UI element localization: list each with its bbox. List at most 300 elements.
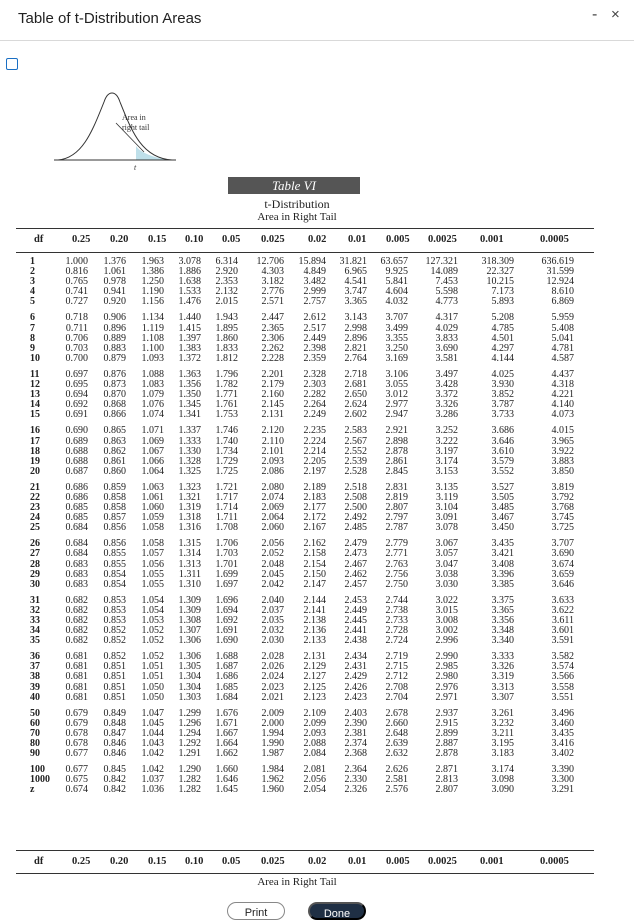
value-cell: 2.015 [215, 296, 238, 308]
value-cell: 3.566 [551, 671, 574, 683]
value-cell: 2.028 [261, 651, 284, 663]
df-cell: 70 [30, 727, 40, 739]
row-group [30, 596, 60, 646]
value-cell: 6.965 [344, 266, 367, 278]
value-cell: 5.208 [491, 312, 514, 324]
value-cell: 4.604 [385, 286, 408, 298]
footer-area-3: 0.10 [185, 856, 204, 867]
value-cell: 0.718 [65, 312, 88, 324]
value-cell: 0.853 [103, 604, 126, 616]
value-cell: 3.104 [435, 502, 458, 514]
value-cell: 1.036 [141, 784, 164, 796]
value-cell: 3.326 [491, 661, 514, 673]
value-cell: 1.533 [178, 286, 201, 298]
value-cell: 1.711 [215, 512, 238, 524]
value-cell: 2.921 [385, 425, 408, 437]
row-group [98, 709, 126, 759]
value-cell: 4.317 [435, 312, 458, 324]
value-cell: 2.757 [303, 296, 326, 308]
value-cell: 3.467 [491, 512, 514, 524]
value-cell: 2.136 [303, 625, 326, 637]
value-cell: 1.067 [141, 445, 164, 457]
value-cell: 2.581 [385, 774, 408, 786]
done-button[interactable]: Done [308, 902, 366, 920]
value-cell: 4.015 [551, 425, 574, 437]
df-cell: 28 [30, 558, 40, 570]
value-cell: 4.025 [491, 368, 514, 380]
value-cell: 0.681 [65, 651, 88, 663]
value-cell: 1.282 [178, 774, 201, 786]
t-distribution-graph [52, 72, 182, 172]
value-cell: 0.688 [65, 455, 88, 467]
row-group [173, 257, 201, 307]
value-cell: 2.528 [344, 465, 367, 477]
value-cell: 2.779 [385, 538, 408, 550]
value-cell: 3.707 [551, 538, 574, 550]
value-cell: 0.849 [103, 707, 126, 719]
value-cell: 1.303 [178, 691, 201, 703]
value-cell: 1.314 [178, 548, 201, 560]
value-cell: 1.660 [215, 764, 238, 776]
value-cell: 1.383 [178, 342, 201, 354]
value-cell: 5.598 [435, 286, 458, 298]
value-cell: 2.084 [303, 748, 326, 760]
value-cell: 3.385 [491, 578, 514, 590]
value-cell: 2.896 [344, 332, 367, 344]
value-cell: 3.091 [435, 512, 458, 524]
area-label-line2: right tail [122, 123, 150, 132]
header-rule [16, 228, 594, 229]
value-cell: 2.131 [261, 409, 284, 421]
value-cell: 2.364 [344, 764, 367, 776]
value-cell: 0.851 [103, 661, 126, 673]
value-cell: 2.612 [303, 312, 326, 324]
value-cell: 9.925 [385, 266, 408, 278]
value-cell: 2.571 [261, 296, 284, 308]
row-group [250, 652, 284, 702]
df-cell: 2 [30, 266, 35, 278]
value-cell: 0.848 [103, 717, 126, 729]
row-group [530, 257, 574, 307]
value-cell: 0.682 [65, 615, 88, 626]
value-column [173, 257, 201, 802]
value-cell: 3.355 [385, 332, 408, 344]
value-cell: 14.089 [430, 266, 458, 278]
row-group [250, 257, 284, 307]
value-cell: 1.316 [178, 522, 201, 534]
header-area-7: 0.01 [348, 234, 367, 245]
row-group [250, 596, 284, 646]
value-cell: 2.368 [344, 748, 367, 760]
value-cell: 1.069 [141, 435, 164, 447]
value-cell: 2.303 [303, 379, 326, 391]
value-cell: 2.214 [303, 445, 326, 457]
value-cell: 15.894 [298, 256, 326, 267]
value-cell: 3.182 [261, 276, 284, 288]
value-cell: 0.876 [103, 368, 126, 380]
df-cell: 11 [30, 368, 40, 380]
close-button[interactable]: × [611, 6, 620, 23]
value-cell: 3.211 [491, 727, 514, 739]
value-cell: 1.057 [141, 548, 164, 560]
df-cell: 37 [30, 661, 40, 673]
value-cell: 0.879 [103, 352, 126, 364]
row-group [418, 426, 458, 476]
row-group [136, 652, 164, 702]
value-cell: 1.318 [178, 512, 201, 524]
value-cell: 2.064 [261, 512, 284, 524]
value-cell: 2.099 [303, 717, 326, 729]
value-cell: 0.842 [103, 784, 126, 796]
row-group [333, 257, 367, 307]
value-cell: 127.321 [425, 256, 458, 267]
value-cell: 1.687 [215, 661, 238, 673]
value-cell: 0.868 [103, 399, 126, 411]
value-cell: 1.319 [178, 502, 201, 514]
value-cell: 2.141 [303, 604, 326, 616]
value-cell: 0.853 [103, 594, 126, 606]
value-cell: 0.684 [65, 538, 88, 550]
df-cell: 13 [30, 389, 40, 401]
value-cell: 4.073 [551, 409, 574, 421]
value-cell: 2.205 [303, 455, 326, 467]
value-cell: 2.518 [344, 481, 367, 493]
value-cell: 1.895 [215, 322, 238, 334]
row-group [210, 709, 238, 759]
value-cell: 1.071 [141, 425, 164, 437]
value-cell: 2.708 [385, 681, 408, 693]
row-group [250, 483, 284, 533]
row-group [250, 426, 284, 476]
row-group [98, 313, 126, 363]
row-group [333, 652, 367, 702]
value-cell: 1.000 [65, 256, 88, 267]
value-cell: 1.134 [141, 312, 164, 324]
value-cell: 2.971 [435, 691, 458, 703]
value-cell: 3.552 [491, 465, 514, 477]
value-cell: 0.695 [65, 379, 88, 391]
value-cell: 1.667 [215, 727, 238, 739]
value-cell: 3.300 [551, 774, 574, 786]
value-cell: 2.365 [261, 322, 284, 334]
footer-area-8: 0.005 [386, 856, 410, 867]
value-cell: 1.053 [141, 615, 164, 626]
row-group [418, 483, 458, 533]
row-group [292, 370, 326, 420]
row-group [210, 370, 238, 420]
value-cell: 3.707 [385, 312, 408, 324]
value-cell: 2.871 [435, 764, 458, 776]
value-cell: 7.453 [435, 276, 458, 288]
header-area-2: 0.15 [148, 234, 167, 245]
value-cell: 2.704 [385, 691, 408, 703]
value-cell: 0.873 [103, 379, 126, 391]
value-cell: 2.069 [261, 502, 284, 514]
header-df: df [34, 234, 44, 245]
df-cell: 29 [30, 568, 40, 580]
value-cell: 1.282 [178, 784, 201, 796]
row-group [210, 596, 238, 646]
value-cell: 4.849 [303, 266, 326, 278]
value-cell: 2.626 [385, 764, 408, 776]
value-cell: 2.167 [303, 522, 326, 534]
df-cell: 4 [30, 286, 35, 298]
value-cell: 2.733 [385, 615, 408, 626]
value-cell: 1.250 [141, 276, 164, 288]
value-cell: 0.847 [103, 727, 126, 739]
value-cell: 2.264 [303, 399, 326, 411]
row-group [374, 765, 408, 795]
footer-caption: Area in Right Tail [257, 876, 337, 888]
row-group [530, 765, 574, 795]
value-cell: 318.309 [481, 256, 514, 267]
value-cell: 3.365 [344, 296, 367, 308]
value-cell: 3.601 [551, 625, 574, 637]
value-cell: 1.714 [215, 502, 238, 514]
value-cell: 0.853 [103, 615, 126, 626]
value-cell: 4.437 [551, 368, 574, 380]
print-button[interactable]: Print [227, 902, 285, 920]
row-group [418, 313, 458, 363]
row-group [418, 370, 458, 420]
value-cell: 2.878 [385, 445, 408, 457]
header-area-9: 0.0025 [428, 234, 457, 245]
value-cell: 2.040 [261, 594, 284, 606]
footer-area-2: 0.15 [148, 856, 167, 867]
row-group [173, 709, 201, 759]
row-group [470, 483, 514, 533]
value-cell: 1.671 [215, 717, 238, 729]
value-cell: 1.638 [178, 276, 201, 288]
row-group [374, 709, 408, 759]
value-cell: 0.858 [103, 491, 126, 503]
value-cell: 1.304 [178, 681, 201, 693]
value-cell: 3.183 [491, 748, 514, 760]
row-group [173, 426, 201, 476]
value-cell: 1.051 [141, 661, 164, 673]
row-group [30, 483, 60, 533]
value-cell: 5.959 [551, 312, 574, 324]
value-cell: 3.195 [491, 738, 514, 750]
value-cell: 0.681 [65, 681, 88, 693]
value-cell: 1.686 [215, 671, 238, 683]
value-cell: 0.896 [103, 322, 126, 334]
value-cell: 0.842 [103, 774, 126, 786]
value-cell: 2.158 [303, 548, 326, 560]
header-area-11: 0.0005 [540, 234, 569, 245]
value-cell: 0.852 [103, 651, 126, 663]
value-cell: 0.862 [103, 445, 126, 457]
value-cell: 2.403 [344, 707, 367, 719]
value-cell: 3.496 [551, 707, 574, 719]
value-cell: 12.706 [256, 256, 284, 267]
value-cell: 1.440 [178, 312, 201, 324]
row-group [292, 596, 326, 646]
df-column [30, 257, 60, 802]
value-cell: 2.797 [385, 512, 408, 524]
value-cell: 1.708 [215, 522, 238, 534]
value-cell: 2.552 [344, 445, 367, 457]
value-cell: 3.690 [435, 342, 458, 354]
value-cell: 1.306 [178, 635, 201, 647]
row-group [60, 257, 88, 307]
value-cell: 2.183 [303, 491, 326, 503]
value-cell: 3.733 [491, 409, 514, 421]
copy-icon[interactable] [6, 58, 18, 70]
value-cell: 3.078 [435, 522, 458, 534]
df-cell: 1 [30, 256, 35, 267]
value-cell: 0.865 [103, 425, 126, 437]
value-cell: 3.611 [551, 615, 574, 626]
value-cell: 1.060 [141, 502, 164, 514]
value-cell: 2.132 [215, 286, 238, 298]
row-group [374, 652, 408, 702]
row-group [60, 539, 88, 589]
value-cell: 1.860 [215, 332, 238, 344]
value-cell: 2.120 [261, 425, 284, 437]
row-group [98, 370, 126, 420]
value-cell: 2.172 [303, 512, 326, 524]
row-group [98, 652, 126, 702]
row-group [333, 370, 367, 420]
value-cell: 2.715 [385, 661, 408, 673]
value-cell: 2.887 [435, 738, 458, 750]
value-cell: 2.976 [435, 681, 458, 693]
value-cell: 0.852 [103, 635, 126, 647]
value-cell: 0.854 [103, 578, 126, 590]
value-cell: 0.920 [103, 296, 126, 308]
value-cell: 1.292 [178, 738, 201, 750]
value-cell: 3.012 [385, 389, 408, 401]
value-cell: 4.318 [551, 379, 574, 391]
value-cell: 1.962 [261, 774, 284, 786]
value-cell: 2.453 [344, 594, 367, 606]
value-cell: 0.851 [103, 681, 126, 693]
value-cell: 3.307 [491, 691, 514, 703]
table-heading: Table VI [228, 177, 360, 194]
value-cell: 2.845 [385, 465, 408, 477]
value-cell: 2.160 [261, 389, 284, 401]
value-cell: 3.852 [491, 389, 514, 401]
value-cell: 0.683 [65, 568, 88, 580]
value-cell: 0.852 [103, 625, 126, 637]
value-cell: 0.687 [65, 465, 88, 477]
value-cell: 2.947 [385, 409, 408, 421]
value-cell: 3.435 [551, 727, 574, 739]
value-cell: 2.353 [215, 276, 238, 288]
row-group [60, 483, 88, 533]
value-cell: 2.660 [385, 717, 408, 729]
value-cell: 2.678 [385, 707, 408, 719]
value-cell: 1.061 [141, 491, 164, 503]
value-cell: 2.381 [344, 727, 367, 739]
df-cell: 39 [30, 681, 40, 693]
value-cell: 0.870 [103, 389, 126, 401]
value-cell: 2.032 [261, 625, 284, 637]
row-group [418, 652, 458, 702]
row-group [136, 765, 164, 795]
row-group [333, 596, 367, 646]
value-column [418, 257, 458, 802]
value-cell: 3.633 [551, 594, 574, 606]
row-group [530, 426, 574, 476]
value-cell: 1.771 [215, 389, 238, 401]
value-cell: 3.098 [491, 774, 514, 786]
t-axis-label: t [134, 163, 137, 172]
df-cell: 6 [30, 312, 35, 324]
value-cell: 2.479 [344, 538, 367, 550]
value-cell: 0.685 [65, 512, 88, 524]
value-cell: 1.328 [178, 455, 201, 467]
value-cell: 1.761 [215, 399, 238, 411]
value-cell: 2.138 [303, 615, 326, 626]
value-cell: 4.773 [435, 296, 458, 308]
row-group [470, 313, 514, 363]
value-cell: 4.144 [491, 352, 514, 364]
value-cell: 2.712 [385, 671, 408, 683]
value-cell: 2.162 [303, 538, 326, 550]
value-cell: 1.753 [215, 409, 238, 421]
value-cell: 2.054 [303, 784, 326, 796]
value-cell: 1.987 [261, 748, 284, 760]
minimize-button[interactable]: - [592, 6, 598, 23]
value-cell: 3.450 [491, 522, 514, 534]
value-cell: 5.893 [491, 296, 514, 308]
df-cell: 9 [30, 342, 35, 354]
value-cell: 0.859 [103, 481, 126, 493]
value-cell: 0.682 [65, 594, 88, 606]
density-curve [58, 93, 172, 160]
footer-area-1: 0.20 [110, 856, 129, 867]
right-tail-area [136, 146, 172, 160]
value-column [292, 257, 326, 802]
value-cell: 3.674 [551, 558, 574, 570]
value-cell: 22.327 [486, 266, 514, 278]
value-cell: 3.015 [435, 604, 458, 616]
value-cell: 1.079 [141, 389, 164, 401]
value-cell: 1.074 [141, 409, 164, 421]
value-cell: 3.792 [551, 491, 574, 503]
row-group [530, 483, 574, 533]
row-group [292, 257, 326, 307]
row-group [470, 596, 514, 646]
value-cell: 1.296 [178, 717, 201, 729]
value-cell: 2.024 [261, 671, 284, 683]
value-cell: 0.691 [65, 409, 88, 421]
value-cell: 2.235 [303, 425, 326, 437]
df-cell: 8 [30, 332, 35, 344]
df-cell: 21 [30, 481, 40, 493]
df-cell: 90 [30, 748, 40, 760]
value-cell: 1.746 [215, 425, 238, 437]
value-cell: 0.683 [65, 578, 88, 590]
row-group [60, 370, 88, 420]
value-cell: 12.924 [546, 276, 574, 288]
value-cell: 5.841 [385, 276, 408, 288]
value-cell: 1.054 [141, 604, 164, 616]
value-cell: 3.690 [551, 548, 574, 560]
value-cell: 4.221 [551, 389, 574, 401]
value-cell: 1.664 [215, 738, 238, 750]
value-cell: 3.261 [491, 707, 514, 719]
row-group [470, 257, 514, 307]
value-cell: 0.684 [65, 522, 88, 534]
value-cell: 0.860 [103, 465, 126, 477]
value-cell: 2.328 [303, 368, 326, 380]
value-cell: 2.125 [303, 681, 326, 693]
value-cell: 1.156 [141, 296, 164, 308]
value-cell: 3.416 [551, 738, 574, 750]
